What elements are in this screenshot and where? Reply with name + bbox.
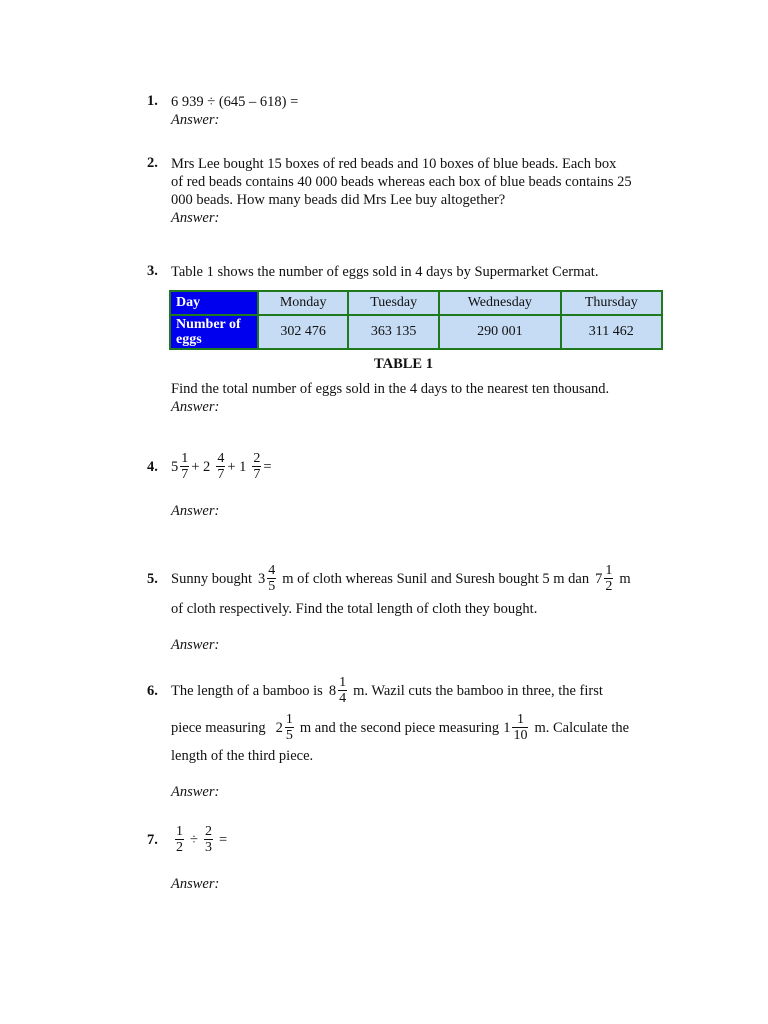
table-caption: TABLE 1 (374, 356, 433, 372)
answer-label: Answer: (171, 503, 220, 519)
fraction (604, 563, 613, 594)
denominator: 3 (204, 840, 212, 855)
question-text: Table 1 shows the number of eggs sold in 4 days by Supermarket Cermat. (171, 264, 599, 280)
operator: + 1 (227, 458, 247, 475)
denominator: 2 (176, 840, 183, 855)
text: m (619, 570, 631, 587)
fraction (338, 675, 347, 706)
question-line (171, 563, 691, 594)
question-line: length of the third piece. (171, 748, 314, 764)
table-cell: 363 135 (348, 315, 439, 349)
table-header-day: Day (170, 291, 258, 315)
whole-number: 7 (595, 570, 603, 587)
answer-label: Answer: (171, 784, 220, 800)
denominator: 2 (605, 579, 613, 594)
question-line (171, 675, 691, 706)
denominator: 7 (217, 467, 225, 482)
answer-label: Answer: (171, 210, 220, 226)
denominator: 4 (339, 691, 347, 706)
question-line (171, 712, 691, 743)
table-header-wednesday: Wednesday (439, 291, 561, 315)
table-header-tuesday: Tuesday (348, 291, 439, 315)
fraction (512, 712, 528, 743)
table-header-monday: Monday (258, 291, 348, 315)
whole-number: 5 (171, 458, 179, 475)
numerator: 4 (217, 451, 225, 466)
answer-label: Answer: (171, 399, 220, 415)
row-label-line: eggs (176, 332, 202, 347)
numerator: 2 (253, 451, 261, 466)
table-row-label (170, 315, 258, 349)
question-number: 7. (147, 832, 158, 848)
eggs-table (169, 290, 663, 350)
question-number: 6. (147, 683, 158, 699)
table-cell: 302 476 (258, 315, 348, 349)
fraction (267, 563, 276, 594)
text: The length of a bamboo is (171, 682, 323, 699)
text: Sunny bought (171, 570, 252, 587)
denominator: 10 (513, 728, 528, 743)
question-line: 000 beads. How many beads did Mrs Lee buy altogether? (171, 192, 506, 208)
answer-label: Answer: (171, 637, 220, 653)
question-number: 3. (147, 263, 158, 279)
fraction (175, 824, 184, 855)
numerator: 1 (181, 451, 189, 466)
fraction (252, 451, 261, 482)
denominator: 5 (268, 579, 276, 594)
table-cell: 311 462 (561, 315, 662, 349)
answer-label: Answer: (171, 876, 220, 892)
denominator: 7 (253, 467, 261, 482)
denominator: 5 (285, 728, 293, 743)
question-number: 5. (147, 571, 158, 587)
text: m and the second piece measuring (299, 719, 500, 736)
question-number: 2. (147, 155, 158, 171)
table-header-thursday: Thursday (561, 291, 662, 315)
table-cell: 290 001 (439, 315, 561, 349)
equals-sign: = (263, 458, 272, 475)
question-line: Mrs Lee bought 15 boxes of red beads and 10 boxes of blue beads. Each box (171, 156, 617, 172)
whole-number: 3 (257, 570, 266, 587)
text: m. Calculate the (534, 719, 630, 736)
fraction (285, 712, 294, 743)
numerator: 1 (516, 712, 524, 727)
question-text: 6 939 ÷ (645 – 618) = (171, 94, 299, 110)
row-label-line: Number of (176, 317, 241, 332)
fraction (204, 824, 213, 855)
expression (171, 451, 671, 482)
question-line: of cloth respectively. Find the total length of cloth they bought. (171, 601, 538, 617)
numerator: 1 (285, 712, 293, 727)
question-number: 1. (147, 93, 158, 109)
whole-number: 2 (275, 719, 283, 736)
text: piece measuring (171, 719, 266, 736)
whole-number: 1 (503, 719, 511, 736)
numerator: 1 (339, 675, 347, 690)
text: m of cloth whereas Sunil and Suresh bought 5 m dan (282, 570, 590, 587)
text: m. Wazil cuts the bamboo in three, the first (353, 682, 603, 699)
answer-label: Answer: (171, 112, 220, 128)
expression (171, 824, 671, 855)
question-number: 4. (147, 459, 158, 475)
numerator: 2 (204, 824, 212, 839)
denominator: 7 (181, 467, 189, 482)
operator: ÷ (190, 831, 198, 848)
numerator: 1 (176, 824, 183, 839)
whole-number: 8 (328, 682, 337, 699)
fraction (180, 451, 189, 482)
operator: + 2 (191, 458, 211, 475)
numerator: 1 (605, 563, 613, 578)
fraction (216, 451, 225, 482)
numerator: 4 (268, 563, 276, 578)
equals-sign: = (218, 831, 228, 848)
question-text: Find the total number of eggs sold in the 4 days to the nearest ten thousand. (171, 381, 610, 397)
question-line: of red beads contains 40 000 beads whereas each box of blue beads contains 25 (171, 174, 632, 190)
